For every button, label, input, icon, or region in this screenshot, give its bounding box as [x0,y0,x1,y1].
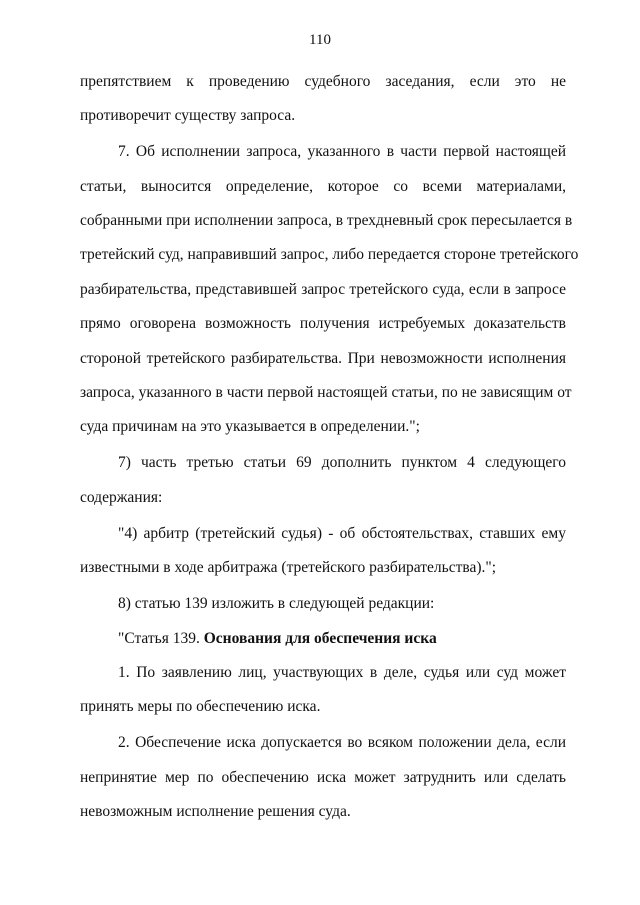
text-line: непринятие мер по обеспечению иска может затруднить или сделать [80,769,566,786]
text-line: 8) статью 139 изложить в следующей редакции: [118,595,435,612]
text-line: известными в ходе арбитража (третейского разбирательства)."; [80,559,497,576]
text-line: содержания: [80,489,163,506]
text-line: 7. Об исполнении запроса, указанного в части первой настоящей [118,143,566,160]
text-line: третейский суд, направивший запрос, либо передается стороне третейского [80,246,579,263]
text-line: 7) часть третью статьи 69 дополнить пунктом 4 следующего [118,454,566,471]
text-line: препятствием к проведению судебного заседания, если это не [80,73,566,90]
text-line: статьи, выносится определение, которое со всеми материалами, [80,178,566,195]
text-line: "4) арбитр (третейский судья) - об обстоятельствах, ставших ему [118,525,566,542]
article-heading [118,629,604,649]
text-line: противоречит существу запроса. [80,107,296,124]
text-line: 1. По заявлению лиц, участвующих в деле, судья или суд может [118,664,566,681]
text-line: стороной третейского разбирательства. При невозможности исполнения [80,350,566,367]
text-line: невозможным исполнение решения суда. [80,803,351,820]
text-line: запроса, указанного в части первой настоящей статьи, по не зависящим от [80,384,572,401]
text-line: разбирательства, представившей запрос третейского суда, если в запросе [80,281,566,298]
text-line: суда причинам на это указывается в определении."; [80,418,420,435]
page-number: 110 [309,32,331,48]
text-line: принять меры по обеспечению иска. [80,698,321,715]
article-title: Основания для обеспечения иска [203,630,437,647]
article-number: "Статья 139. [118,630,200,647]
text-line: 2. Обеспечение иска допускается во всяком положении дела, если [118,734,566,751]
text-line: собранными при исполнении запроса, в трехдневный срок пересылается в [80,212,573,229]
text-line: прямо оговорена возможность получения истребуемых доказательств [80,315,566,332]
